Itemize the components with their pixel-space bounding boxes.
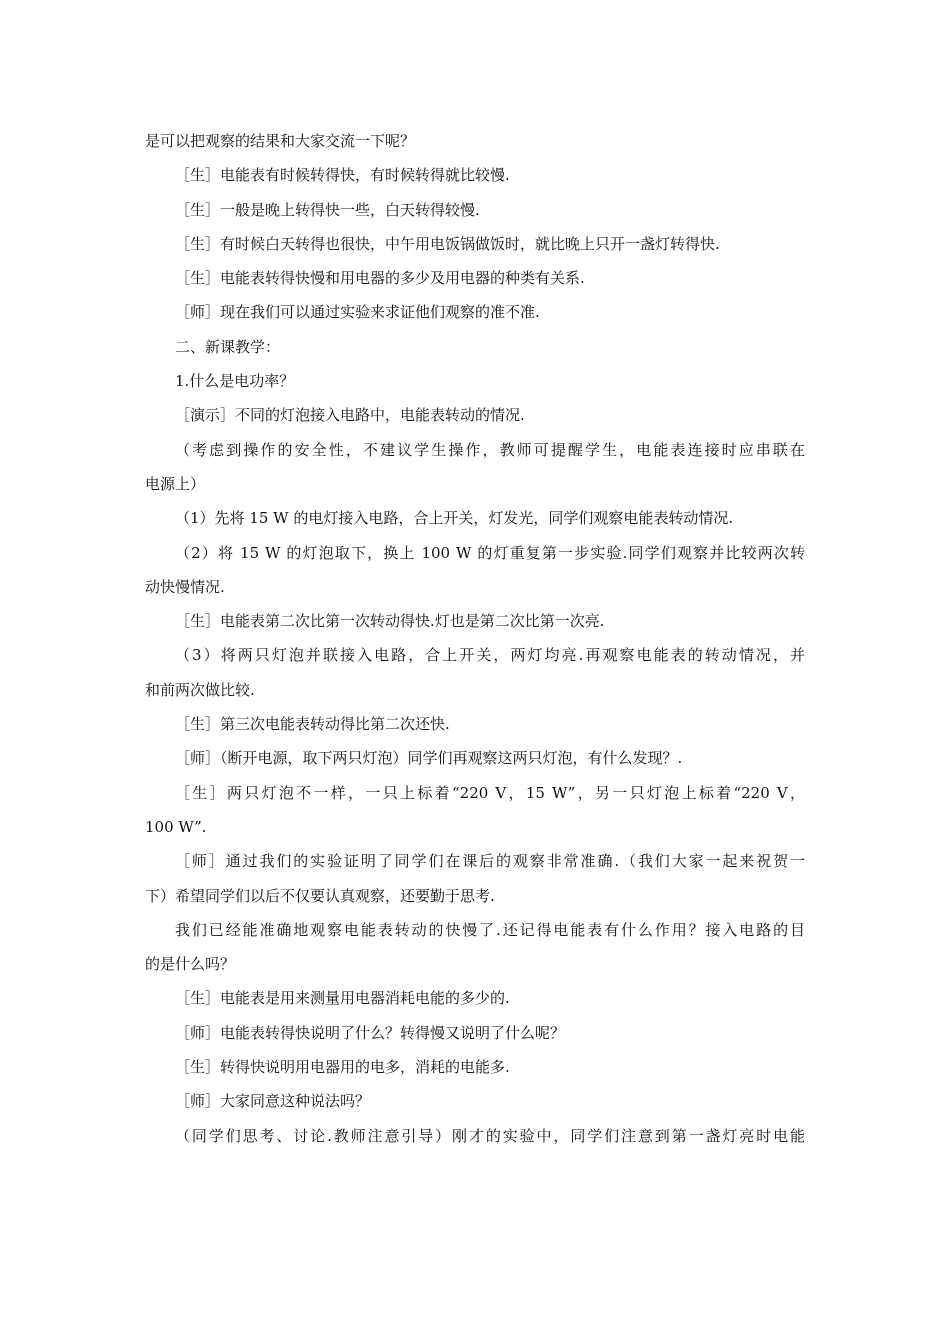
- text-line: 下）希望同学们以后不仅要认真观察，还要勤于思考.: [145, 886, 495, 905]
- text-line: ［生］转得快说明用电器用的电多，消耗的电能多.: [175, 1058, 510, 1077]
- text-line: （同学们思考、讨论.教师注意引导）刚才的实验中，同学们注意到第一盏灯亮时电能: [175, 1126, 805, 1145]
- text-line: ［生］两只灯泡不一样，一只上标着“220 V，15 W”，另一只灯泡上标着“220 V，: [175, 783, 805, 802]
- text-line: 我们已经能准确地观察电能表转动的快慢了.还记得电能表有什么作用？接入电路的目: [175, 920, 805, 939]
- text-line: 电源上）: [145, 474, 206, 493]
- text-line: ［师］电能表转得快说明了什么？转得慢又说明了什么呢？: [175, 1023, 566, 1042]
- text-line: ［生］第三次电能表转动得比第二次还快.: [175, 715, 450, 734]
- text-line: ［生］电能表转得快慢和用电器的多少及用电器的种类有关系.: [175, 269, 585, 288]
- text-line: ［师］（断开电源，取下两只灯泡）同学们再观察这两只灯泡，有什么发现？.: [175, 749, 683, 768]
- text-line: 动快慢情况.: [145, 577, 225, 596]
- text-line: ［演示］不同的灯泡接入电路中，电能表转动的情况.: [175, 406, 525, 425]
- text-line: 100 W”.: [145, 817, 207, 836]
- text-line: ［生］电能表是用来测量用电器消耗电能的多少的.: [175, 989, 510, 1008]
- text-line: 的是什么吗？: [145, 955, 236, 974]
- text-line: ［师］大家同意这种说法吗？: [175, 1092, 371, 1111]
- text-line: （1）先将 15 W 的电灯接入电路，合上开关，灯发光，同学们观察电能表转动情况.: [175, 509, 734, 528]
- document-body: [145, 124, 805, 1153]
- text-line: ［生］电能表第二次比第一次转动得快.灯也是第二次比第一次亮.: [175, 612, 605, 631]
- text-line: （3）将两只灯泡并联接入电路，合上开关，两灯均亮.再观察电能表的转动情况，并: [175, 646, 805, 665]
- text-line: 二、新课教学：: [175, 337, 281, 356]
- text-line: （考虑到操作的安全性，不建议学生操作，教师可提醒学生，电能表连接时应串联在: [175, 440, 805, 459]
- text-line: 和前两次做比较.: [145, 680, 255, 699]
- text-line: 是可以把观察的结果和大家交流一下呢？: [145, 132, 416, 150]
- text-line: ［师］通过我们的实验证明了同学们在课后的观察非常准确.（我们大家一起来祝贺一: [175, 852, 805, 871]
- text-line: 1.什么是电功率？: [175, 372, 295, 391]
- text-line: ［师］现在我们可以通过实验来求证他们观察的准不准.: [175, 303, 540, 322]
- text-line: ［生］有时候白天转得也很快，中午用电饭锅做饭时，就比晚上只开一盏灯转得快.: [175, 234, 720, 253]
- text-line: ［生］一般是晚上转得快一些，白天转得较慢.: [175, 200, 480, 219]
- text-line: ［生］电能表有时候转得快，有时候转得就比较慢.: [175, 166, 510, 185]
- text-line: （2）将 15 W 的灯泡取下，换上 100 W 的灯重复第一步实验.同学们观察并比较两次转: [175, 543, 805, 562]
